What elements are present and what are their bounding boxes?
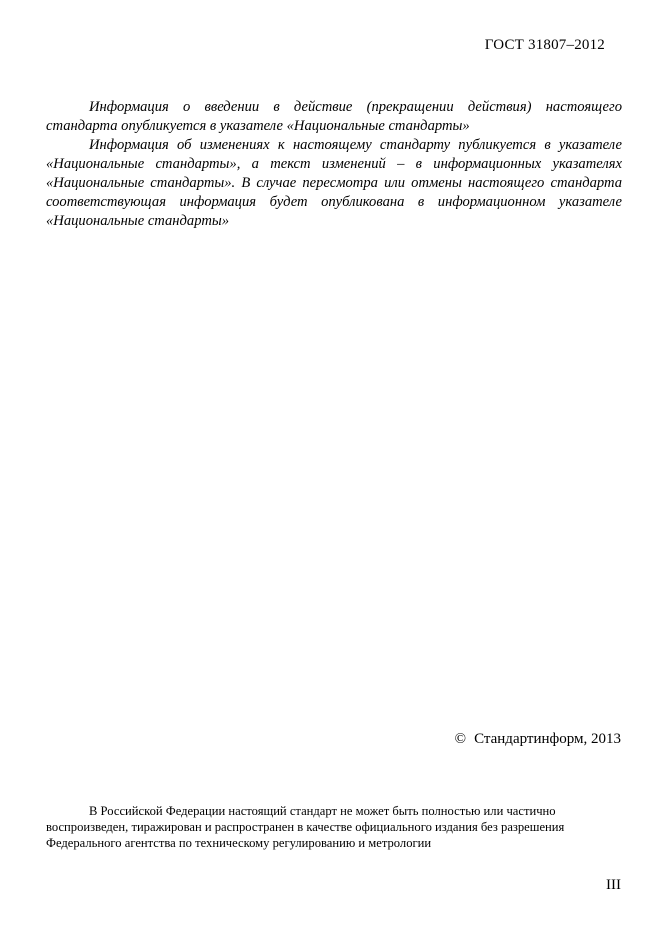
info-block xyxy=(46,98,622,231)
reproduction-rights-block xyxy=(46,803,606,851)
reproduction-rights-text: В Российской Федерации настоящий стандарт не может быть полностью или частично воспроизведен, тиражирован и распространен в качестве официального издания без разрешения Федерального агентства по техническому регулированию и метрологии xyxy=(46,804,565,850)
copyright-icon: © xyxy=(454,731,467,747)
page-number: III xyxy=(606,877,621,893)
copyright-text: Стандартинформ, 2013 xyxy=(474,731,621,747)
standard-code: ГОСТ 31807–2012 xyxy=(484,37,605,53)
copyright-notice xyxy=(455,731,621,748)
info-paragraph-changes: Информация об изменениях к настоящему стандарту публикуется в указателе «Национальные стандарты», а текст изменений – в информационных указателях «Национальные стандарты». В случае пересмотра или отмены настоящего стандарта соответствующая информация будет опубликована в информационном указателе «Национальные стандарты» xyxy=(46,137,622,229)
info-paragraph-introduction: Информация о введении в действие (прекращении действия) настоящего стандарта опубликуется в указателе «Национальные стандарты» xyxy=(46,99,622,134)
